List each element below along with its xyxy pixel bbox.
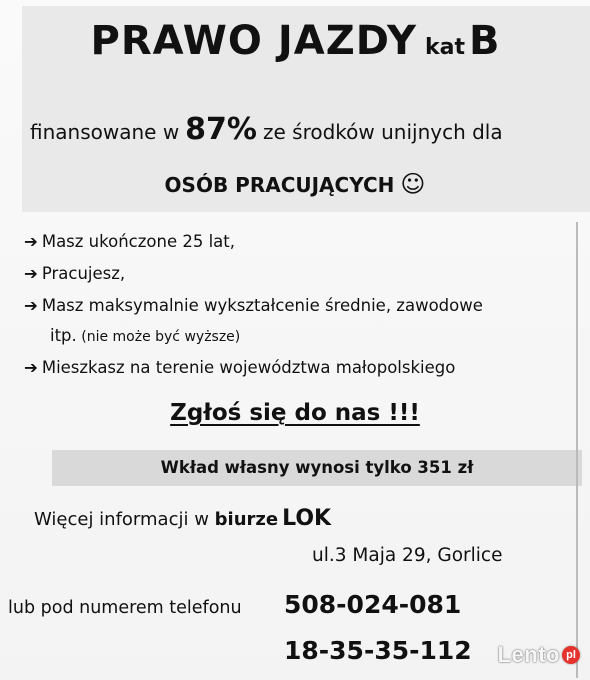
funding-prefix: finansowane w xyxy=(30,120,180,144)
watermark-text: Lento xyxy=(497,642,560,667)
requirement-item xyxy=(24,358,455,377)
watermark xyxy=(498,642,580,668)
funding-suffix: ze środków unijnych dla xyxy=(262,120,503,144)
arrow-right-icon: ➔ xyxy=(24,232,38,251)
requirement-text: Masz ukończone 25 lat, xyxy=(41,232,235,251)
title-kat-letter: B xyxy=(468,18,500,64)
title-text: PRAWO JAZDY xyxy=(90,18,417,64)
contribution-text: Wkład własny wynosi tylko 351 zł xyxy=(160,458,474,477)
office-word: biurze xyxy=(214,509,279,530)
continuation-note: (nie może być wyższe) xyxy=(81,329,241,345)
requirement-text: Masz maksymalnie wykształcenie średnie, zawodowe xyxy=(41,296,483,315)
requirement-text: Pracujesz, xyxy=(41,264,126,283)
office-address: ul.3 Maja 29, Gorlice xyxy=(312,545,503,566)
requirement-item xyxy=(24,296,483,315)
requirement-continuation xyxy=(50,326,240,345)
phone-number-2: 18-35-35-112 xyxy=(284,636,472,665)
watermark-badge: pl xyxy=(562,646,580,664)
smiley-icon: ☺ xyxy=(400,170,426,198)
audience-line xyxy=(0,170,590,198)
arrow-right-icon: ➔ xyxy=(24,264,38,283)
office-name: LOK xyxy=(282,506,332,531)
info-line xyxy=(34,506,331,531)
contribution-box xyxy=(52,450,582,486)
arrow-right-icon: ➔ xyxy=(24,296,38,315)
cta-text: Zgłoś się do nas !!! xyxy=(170,400,420,426)
audience-text: OSÓB PRACUJĄCYCH xyxy=(164,173,395,197)
requirement-text: Mieszkasz na terenie województwa małopolskiego xyxy=(41,358,456,377)
arrow-right-icon: ➔ xyxy=(24,358,38,377)
info-prefix: Więcej informacji w xyxy=(34,509,209,530)
funding-percent: 87% xyxy=(185,112,257,147)
call-to-action xyxy=(0,400,590,426)
title-kat: kat xyxy=(424,35,465,60)
requirement-item xyxy=(24,232,235,251)
funding-line xyxy=(30,112,590,147)
edge-rule xyxy=(576,222,578,678)
phone-label: lub pod numerem telefonu xyxy=(8,598,242,618)
requirement-item xyxy=(24,264,125,283)
page-title xyxy=(0,18,590,64)
phone-number-1: 508-024-081 xyxy=(284,590,462,619)
continuation-itp: itp. xyxy=(50,326,77,345)
